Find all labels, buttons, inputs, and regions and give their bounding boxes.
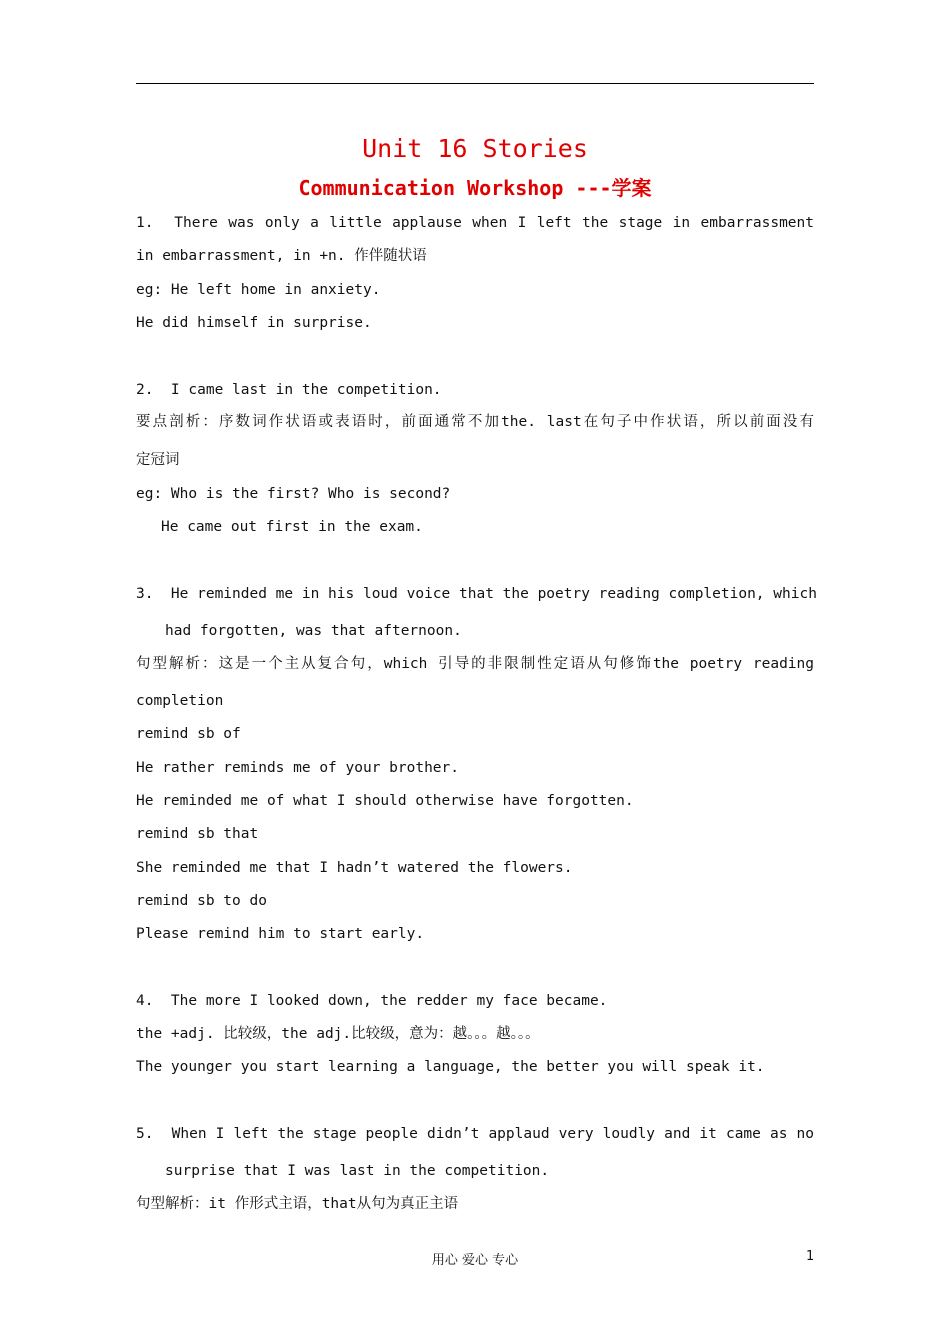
item-1-example: He did himself in surprise. bbox=[136, 315, 372, 331]
page-number: 1 bbox=[806, 1249, 815, 1264]
item-4-sentence: 4. The more I looked down, the redder my face became. bbox=[136, 993, 608, 1009]
item-5-sentence: surprise that I was last in the competition. bbox=[165, 1163, 550, 1179]
item-3-pattern: remind sb to do bbox=[136, 893, 267, 909]
item-2-analysis: 定冠词 bbox=[136, 452, 180, 468]
item-5-sentence: 5. When I left the stage people didn’t applaud very loudly and it came as no bbox=[136, 1126, 814, 1142]
item-2-sentence: 2. I came last in the competition. bbox=[136, 382, 442, 398]
item-3-sentence: 3. He reminded me in his loud voice that the poetry reading completion, which bbox=[136, 586, 817, 602]
item-3-example: She reminded me that I hadn’t watered the flowers. bbox=[136, 860, 573, 876]
item-2-example: eg: Who is the first? Who is second? bbox=[136, 486, 451, 502]
page-title: Unit 16 Stories bbox=[362, 134, 588, 163]
page-subtitle: Communication Workshop ---学案 bbox=[298, 176, 652, 200]
item-2-example: He came out first in the exam. bbox=[161, 519, 423, 535]
item-3-analysis: 句型解析：这是一个主从复合句，which 引导的非限制性定语从句修饰the poetry reading bbox=[136, 656, 814, 672]
item-3-pattern: remind sb of bbox=[136, 726, 241, 742]
item-1-example: eg: He left home in anxiety. bbox=[136, 282, 381, 298]
item-3-example: He rather reminds me of your brother. bbox=[136, 760, 460, 776]
item-2-analysis: 要点剖析：序数词作状语或表语时，前面通常不加the. last在句子中作状语，所以前面没有 bbox=[136, 414, 814, 430]
header-rule bbox=[136, 83, 814, 84]
item-3-sentence: had forgotten, was that afternoon. bbox=[165, 623, 462, 639]
item-3-example: Please remind him to start early. bbox=[136, 926, 425, 942]
item-3-example: He reminded me of what I should otherwise have forgotten. bbox=[136, 793, 634, 809]
item-3-pattern: remind sb that bbox=[136, 826, 259, 842]
item-1-sentence: 1. There was only a little applause when I left the stage in embarrassment bbox=[136, 215, 814, 231]
page-footer: 用心 爱心 专心 bbox=[431, 1253, 519, 1268]
item-4-note: the +adj. 比较级，the adj.比较级，意为：越。。。越。。。 bbox=[136, 1026, 540, 1042]
item-5-analysis: 句型解析：it 作形式主语，that从句为真正主语 bbox=[136, 1196, 459, 1212]
item-3-analysis: completion bbox=[136, 693, 224, 709]
item-1-note: in embarrassment, in +n. 作伴随状语 bbox=[136, 248, 427, 264]
item-4-example: The younger you start learning a language, the better you will speak it. bbox=[136, 1059, 765, 1075]
